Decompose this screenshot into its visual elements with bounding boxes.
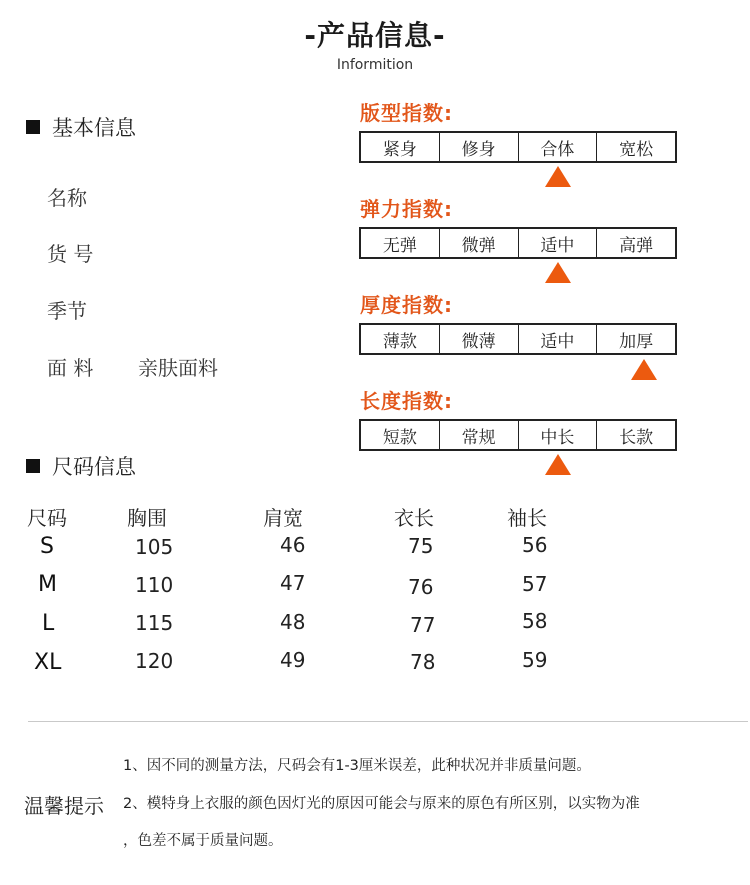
fit-selected-marker-icon [545, 166, 571, 187]
table-cell: 75 [408, 534, 434, 558]
table-cell: 78 [410, 650, 436, 674]
elasticity-option: 微弹 [440, 229, 519, 257]
fit-index-scale [359, 131, 677, 163]
elasticity-selected-marker-icon [545, 262, 571, 283]
tip-line: ，色差不属于质量问题。 [123, 833, 283, 849]
season-label: 季节 [47, 299, 87, 323]
thickness-option: 薄款 [361, 325, 440, 353]
length-option: 短款 [361, 421, 440, 449]
fit-option: 修身 [440, 133, 519, 161]
table-cell: 76 [408, 575, 434, 599]
table-cell: S [40, 534, 54, 559]
length-index-scale [359, 419, 677, 451]
length-option: 中长 [519, 421, 598, 449]
table-cell: 77 [410, 613, 436, 637]
thickness-selected-marker-icon [631, 359, 657, 380]
size-info-heading-text: 尺码信息 [52, 455, 136, 479]
table-cell: 46 [280, 533, 306, 557]
fit-option: 合体 [519, 133, 598, 161]
thickness-index-scale [359, 323, 677, 355]
name-label: 名称 [47, 186, 87, 210]
size-column-header: 尺码 [27, 506, 67, 530]
fabric-value: 亲肤面料 [138, 356, 218, 380]
table-cell: 115 [135, 611, 174, 635]
page-title: -产品信息- [304, 19, 446, 52]
size-info-heading [26, 451, 136, 481]
fit-index-title: 版型指数: [360, 101, 453, 125]
table-cell: 110 [135, 573, 174, 597]
fit-option: 宽松 [619, 139, 654, 160]
table-cell: 56 [522, 533, 548, 557]
length-option: 常规 [440, 421, 519, 449]
length-column-header: 衣长 [394, 506, 434, 530]
item-number-label: 货 号 [47, 242, 94, 266]
length-index-title: 长度指数: [360, 389, 453, 413]
elasticity-option: 高弹 [619, 235, 654, 256]
table-cell: XL [34, 650, 62, 675]
table-cell: 58 [522, 609, 548, 633]
shoulder-column-header: 肩宽 [263, 506, 303, 530]
table-cell: 47 [280, 571, 306, 595]
square-bullet-icon [26, 459, 40, 473]
divider [28, 721, 748, 722]
sleeve-column-header: 袖长 [507, 506, 547, 530]
chest-column-header: 胸围 [127, 506, 167, 530]
table-cell: M [38, 572, 57, 597]
fabric-label: 面 料 [47, 356, 94, 380]
thickness-index-title: 厚度指数: [360, 293, 453, 317]
tip-line: 2、模特身上衣服的颜色因灯光的原因可能会与原来的原色有所区别，以实物为准 [123, 796, 640, 812]
tip-line: 1、因不同的测量方法，尺码会有1-3厘米误差，此种状况并非质量问题。 [123, 758, 591, 774]
page-subtitle: Informition [336, 57, 414, 73]
elasticity-index-title: 弹力指数: [360, 197, 453, 221]
elasticity-option: 适中 [519, 229, 598, 257]
table-cell: 59 [522, 648, 548, 672]
square-bullet-icon [26, 120, 40, 134]
table-cell: 57 [522, 572, 548, 596]
basic-info-heading [26, 112, 136, 142]
table-cell: 105 [135, 535, 174, 559]
basic-info-heading-text: 基本信息 [52, 116, 136, 140]
length-option: 长款 [619, 427, 654, 448]
length-selected-marker-icon [545, 454, 571, 475]
thickness-option: 加厚 [619, 331, 654, 352]
table-cell: 49 [280, 648, 306, 672]
table-cell: 120 [135, 649, 174, 673]
elasticity-option: 无弹 [361, 229, 440, 257]
fit-option: 紧身 [361, 133, 440, 161]
table-cell: 48 [280, 610, 306, 634]
tips-label: 温馨提示 [24, 794, 104, 818]
thickness-option: 微薄 [440, 325, 519, 353]
elasticity-index-scale [359, 227, 677, 259]
thickness-option: 适中 [519, 325, 598, 353]
table-cell: L [42, 611, 55, 636]
